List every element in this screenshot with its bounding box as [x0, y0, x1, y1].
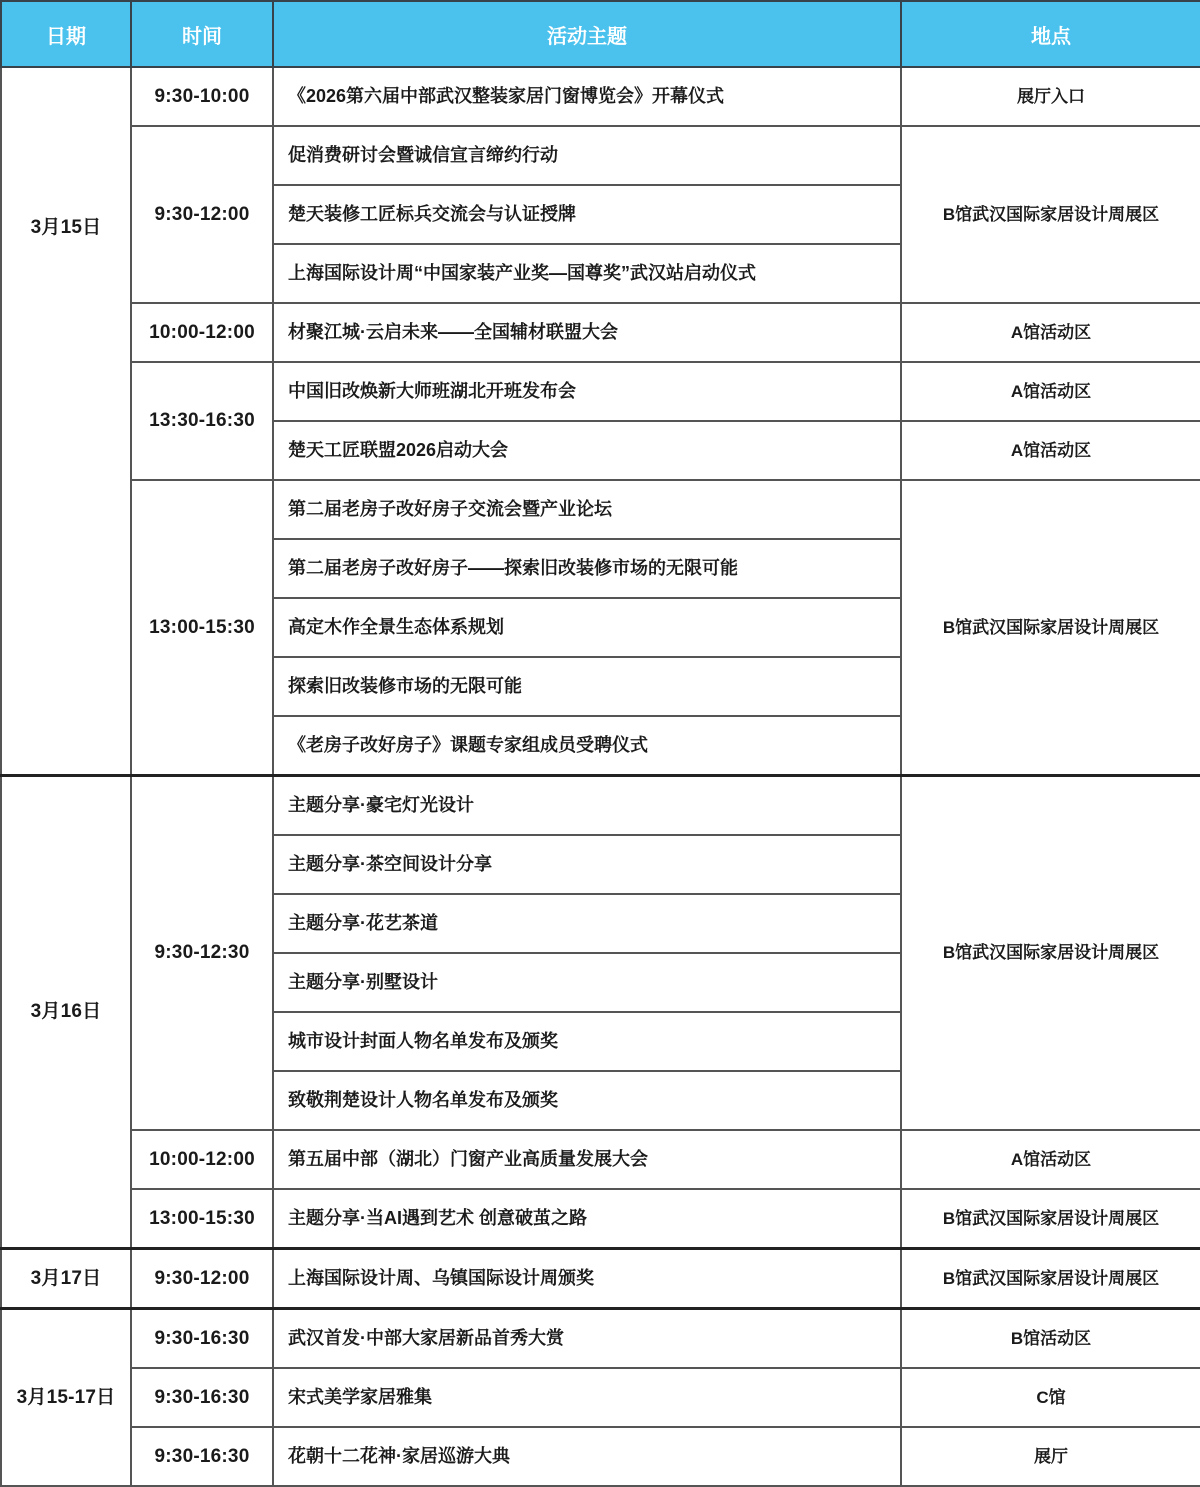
topic-cell: 上海国际设计周“中国家装产业奖—国尊奖”武汉站启动仪式 — [273, 244, 901, 303]
location-cell: C馆 — [901, 1368, 1200, 1427]
location-cell: B馆武汉国际家居设计周展区 — [901, 480, 1200, 776]
table-row — [1, 1427, 1200, 1486]
location-cell: 展厅入口 — [901, 67, 1200, 126]
header-date: 日期 — [1, 1, 131, 67]
time-cell: 9:30-16:30 — [131, 1309, 273, 1369]
date-cell: 3月15-17日 — [1, 1309, 131, 1487]
table-row — [1, 1309, 1200, 1369]
header-location: 地点 — [901, 1, 1200, 67]
location-cell: B馆武汉国际家居设计周展区 — [901, 1249, 1200, 1309]
table-row — [1, 1249, 1200, 1309]
header-row — [1, 1, 1200, 67]
topic-cell: 宋式美学家居雅集 — [273, 1368, 901, 1427]
topic-cell: 上海国际设计周、乌镇国际设计周颁奖 — [273, 1249, 901, 1309]
header-topic: 活动主题 — [273, 1, 901, 67]
topic-cell: 《老房子改好房子》课题专家组成员受聘仪式 — [273, 716, 901, 776]
topic-cell: 高定木作全景生态体系规划 — [273, 598, 901, 657]
topic-cell: 花朝十二花神·家居巡游大典 — [273, 1427, 901, 1486]
location-cell: B馆武汉国际家居设计周展区 — [901, 1189, 1200, 1249]
location-cell: A馆活动区 — [901, 421, 1200, 480]
table-row — [1, 67, 1200, 126]
topic-cell: 第二届老房子改好房子——探索旧改装修市场的无限可能 — [273, 539, 901, 598]
time-cell: 9:30-12:30 — [131, 776, 273, 1131]
location-cell: B馆武汉国际家居设计周展区 — [901, 776, 1200, 1131]
table-row — [1, 1189, 1200, 1249]
topic-cell: 主题分享·别墅设计 — [273, 953, 901, 1012]
topic-cell: 促消费研讨会暨诚信宣言缔约行动 — [273, 126, 901, 185]
location-cell: B馆武汉国际家居设计周展区 — [901, 126, 1200, 303]
time-cell: 13:30-16:30 — [131, 362, 273, 480]
table-row — [1, 776, 1200, 836]
location-cell: 展厅 — [901, 1427, 1200, 1486]
topic-cell: 探索旧改装修市场的无限可能 — [273, 657, 901, 716]
time-cell: 10:00-12:00 — [131, 1130, 273, 1189]
topic-cell: 中国旧改焕新大师班湖北开班发布会 — [273, 362, 901, 421]
time-cell: 10:00-12:00 — [131, 303, 273, 362]
table-row — [1, 1368, 1200, 1427]
topic-cell: 第二届老房子改好房子交流会暨产业论坛 — [273, 480, 901, 539]
table-row — [1, 303, 1200, 362]
time-cell: 13:00-15:30 — [131, 480, 273, 776]
location-cell: A馆活动区 — [901, 362, 1200, 421]
topic-cell: 城市设计封面人物名单发布及颁奖 — [273, 1012, 901, 1071]
header-time: 时间 — [131, 1, 273, 67]
time-cell: 9:30-16:30 — [131, 1368, 273, 1427]
topic-cell: 主题分享·茶空间设计分享 — [273, 835, 901, 894]
location-cell: A馆活动区 — [901, 303, 1200, 362]
topic-cell: 主题分享·豪宅灯光设计 — [273, 776, 901, 836]
topic-cell: 第五届中部（湖北）门窗产业高质量发展大会 — [273, 1130, 901, 1189]
topic-cell: 致敬荆楚设计人物名单发布及颁奖 — [273, 1071, 901, 1130]
topic-cell: 主题分享·花艺茶道 — [273, 894, 901, 953]
location-cell: A馆活动区 — [901, 1130, 1200, 1189]
time-cell: 9:30-12:00 — [131, 1249, 273, 1309]
topic-cell: 《2026第六届中部武汉整装家居门窗博览会》开幕仪式 — [273, 67, 901, 126]
date-cell: 3月16日 — [1, 776, 131, 1249]
time-cell: 9:30-10:00 — [131, 67, 273, 126]
table-row — [1, 362, 1200, 421]
time-cell: 13:00-15:30 — [131, 1189, 273, 1249]
table-row — [1, 1130, 1200, 1189]
date-cell: 3月15日 — [1, 67, 131, 776]
location-cell: B馆活动区 — [901, 1309, 1200, 1369]
topic-cell: 主题分享·当AI遇到艺术 创意破茧之路 — [273, 1189, 901, 1249]
time-cell: 9:30-16:30 — [131, 1427, 273, 1486]
table-row — [1, 126, 1200, 185]
date-cell: 3月17日 — [1, 1249, 131, 1309]
time-cell: 9:30-12:00 — [131, 126, 273, 303]
table-row — [1, 480, 1200, 539]
topic-cell: 武汉首发·中部大家居新品首秀大赏 — [273, 1309, 901, 1369]
topic-cell: 材聚江城·云启未来——全国辅材联盟大会 — [273, 303, 901, 362]
topic-cell: 楚天装修工匠标兵交流会与认证授牌 — [273, 185, 901, 244]
topic-cell: 楚天工匠联盟2026启动大会 — [273, 421, 901, 480]
